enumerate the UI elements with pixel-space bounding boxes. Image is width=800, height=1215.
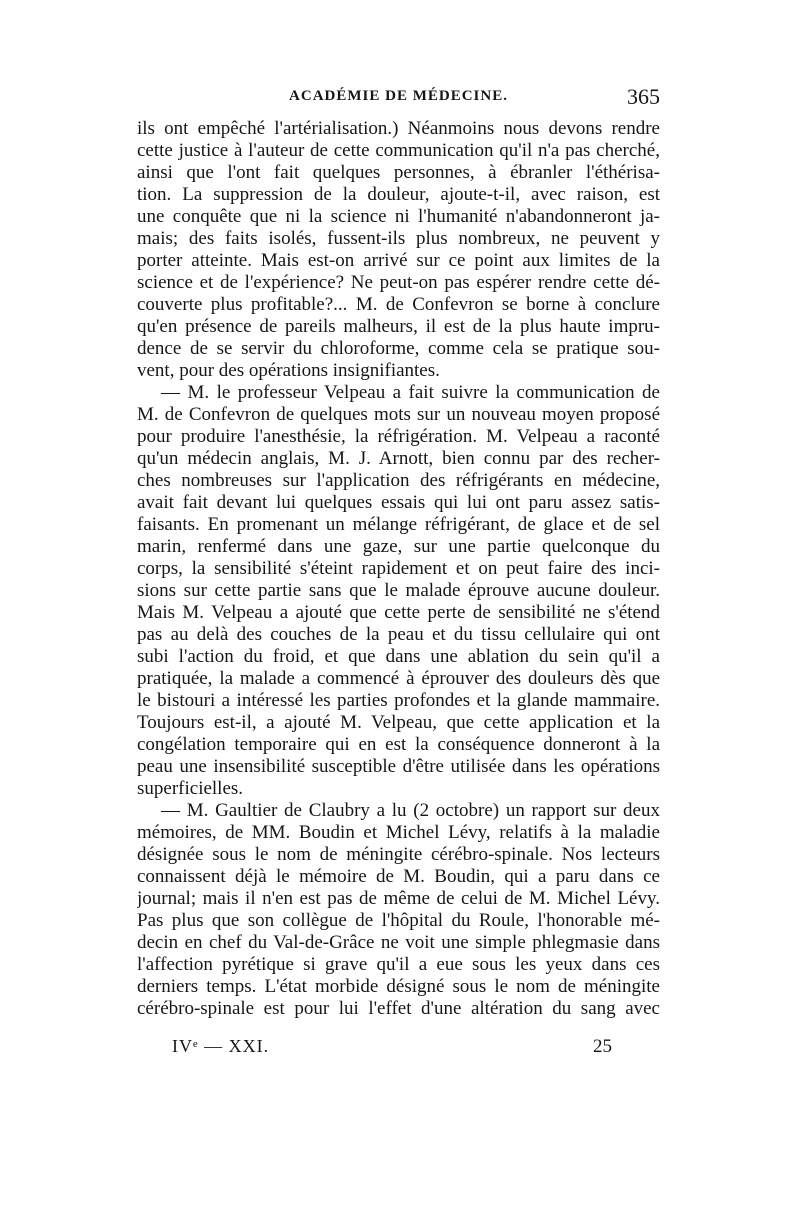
text-line: une conquête que ni la science ni l'humanité n'abandonneront ja- (137, 206, 660, 227)
text-line: couverte plus profitable?... M. de Confevron se borne à conclure (137, 294, 660, 315)
text-line: derniers temps. L'état morbide désigné sous le nom de méningite (137, 976, 660, 997)
text-line: mémoires, de MM. Boudin et Michel Lévy, relatifs à la maladie (137, 822, 660, 843)
body-text (137, 118, 660, 1020)
text-line: superficielles. (137, 778, 244, 799)
text-line: connaissent déjà le mémoire de M. Boudin, qui a paru dans ce (137, 866, 660, 887)
text-line: qu'un médecin anglais, M. J. Arnott, bien connu par des recher- (137, 448, 660, 469)
text-line: tion. La suppression de la douleur, ajoute-t-il, avec raison, est (137, 184, 660, 205)
text-line: avait fait devant lui quelques essais qui lui ont paru assez satis- (137, 492, 660, 513)
text-line: le bistouri a intéressé les parties profondes et la glande mammaire. (137, 690, 660, 711)
text-line: decin en chef du Val-de-Grâce ne voit une simple phlegmasie dans (137, 932, 660, 953)
page-footer (172, 1036, 612, 1062)
text-line: — M. le professeur Velpeau a fait suivre la communication de (161, 382, 660, 403)
text-line: — M. Gaultier de Claubry a lu (2 octobre) un rapport sur deux (161, 800, 660, 821)
signature-mark: IVᵉ — XXI. (172, 1036, 270, 1056)
text-line: peau une insensibilité susceptible d'être utilisée dans les opérations (137, 756, 660, 777)
text-line: corps, la sensibilité s'éteint rapidement et on peut faire des inci- (137, 558, 660, 579)
text-line: marin, renfermé dans une gaze, sur une partie quelconque du (137, 536, 660, 557)
text-line: cette justice à l'auteur de cette communication qu'il n'a pas cherché, (137, 140, 660, 161)
text-line: pas au delà des couches de la peau et du tissu cellulaire qui ont (137, 624, 660, 645)
page-number: 365 (627, 84, 660, 109)
text-line: pour produire l'anesthésie, la réfrigération. M. Velpeau a raconté (137, 426, 660, 447)
text-line: qu'en présence de pareils malheurs, il est de la plus haute impru- (137, 316, 660, 337)
text-line: Pas plus que son collègue de l'hôpital du Roule, l'honorable mé- (137, 910, 660, 931)
text-line: ainsi que l'ont fait quelques personnes, à ébranler l'éthérisa- (137, 162, 660, 183)
text-line: journal; mais il n'en est pas de même de celui de M. Michel Lévy. (137, 888, 660, 909)
text-line: cérébro-spinale est pour lui l'effet d'une altération du sang avec (137, 998, 660, 1019)
text-line: sions sur cette partie sans que le malade éprouve aucune douleur. (137, 580, 660, 601)
text-line: science et de l'expérience? Ne peut-on pas espérer rendre cette dé- (137, 272, 660, 293)
text-line: pratiquée, la malade a commencé à éprouver des douleurs dès que (137, 668, 660, 689)
text-line: congélation temporaire qui en est la conséquence donneront à la (137, 734, 660, 755)
text-line: mais; des faits isolés, fussent-ils plus nombreux, ne peuvent y (137, 228, 660, 249)
running-title: ACADÉMIE DE MÉDECINE. (289, 88, 508, 104)
page-header (137, 84, 660, 112)
text-line: dence de se servir du chloroforme, comme cela se pratique sou- (137, 338, 660, 359)
text-line: désignée sous le nom de méningite cérébro-spinale. Nos lecteurs (137, 844, 660, 865)
text-line: ils ont empêché l'artérialisation.) Néanmoins nous devons rendre (137, 118, 660, 139)
text-line: subi l'action du froid, et que dans une ablation du sein qu'il a (137, 646, 660, 667)
text-line: ches nombreuses sur l'application des réfrigérants en médecine, (137, 470, 660, 491)
text-line: vent, pour des opérations insignifiantes. (137, 360, 440, 381)
text-line: faisants. En promenant un mélange réfrigérant, de glace et de sel (137, 514, 660, 535)
text-line: l'affection pyrétique si grave qu'il a eue sous les yeux dans ces (137, 954, 660, 975)
sheet-number: 25 (593, 1036, 612, 1057)
text-line: Toujours est-il, a ajouté M. Velpeau, que cette application et la (137, 712, 660, 733)
text-line: M. de Confevron de quelques mots sur un nouveau moyen proposé (137, 404, 660, 425)
text-line: Mais M. Velpeau a ajouté que cette perte de sensibilité ne s'étend (137, 602, 660, 623)
text-line: porter atteinte. Mais est-on arrivé sur ce point aux limites de la (137, 250, 660, 271)
